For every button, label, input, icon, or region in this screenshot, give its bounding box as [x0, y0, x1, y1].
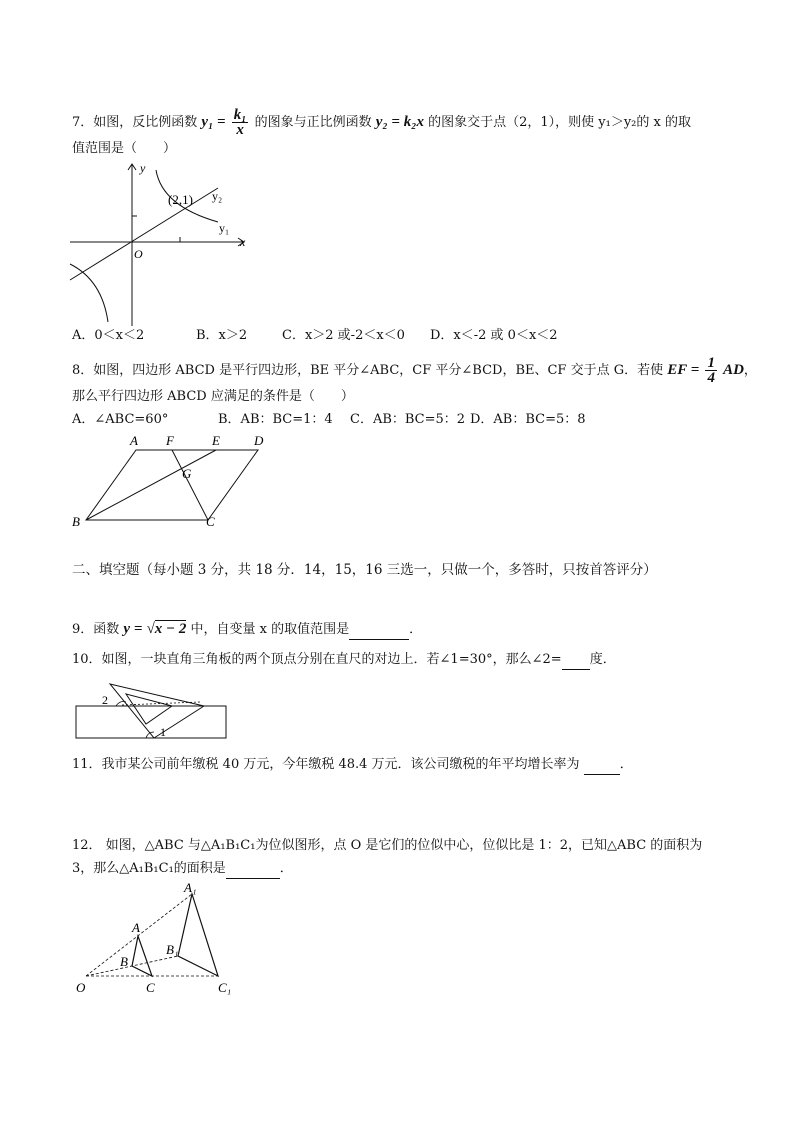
- q9-end: ．: [409, 622, 423, 637]
- q8-option-b: B．AB：BC=1：4: [218, 412, 333, 427]
- q7-option-d: D．x＜-2 或 0＜x＜2: [430, 328, 558, 343]
- q8-option-d: D．AB：BC=5：8: [470, 412, 586, 427]
- q12-ray-oa1: [86, 894, 192, 976]
- q11-end: ．: [619, 757, 633, 772]
- q8-label-e: E: [212, 433, 220, 448]
- q12-label-a1: A₁: [184, 880, 197, 895]
- q7-y1-denominator: x: [236, 122, 244, 138]
- q7-x-label: x: [240, 235, 246, 249]
- q8-option-c: C．AB：BC=5：2: [350, 412, 466, 427]
- q7-y1-numerator: k₁: [233, 107, 247, 123]
- q8-parallelogram-figure: [68, 430, 278, 532]
- q7-y1-label: y₁: [219, 221, 230, 235]
- q8-segment-cf: [172, 450, 208, 520]
- q12-text: 3，那么△A₁B₁C₁的面积是: [72, 861, 226, 876]
- q11-line: [72, 756, 633, 775]
- q8-denominator: 4: [707, 370, 715, 386]
- q7-y-label: y: [140, 161, 146, 175]
- q8-label-c: C: [206, 514, 215, 529]
- q10-triangle-inner: [126, 694, 172, 724]
- q12-line2: [72, 860, 293, 879]
- q7-option-a: A．0＜x＜2: [72, 328, 145, 343]
- q7-line1: [72, 108, 691, 137]
- q7-graph: [66, 158, 256, 328]
- q9-suffix: 中，自变量 x 的取值范围是: [190, 622, 350, 637]
- q8-numerator: 1: [707, 355, 715, 371]
- q7-option-c: C．x＞2 或-2＜x＜0: [282, 328, 405, 343]
- q10-label-2: 2: [102, 693, 108, 707]
- q10-triangle-outer: [110, 684, 204, 738]
- q8-text: 8．如图，四边形 ABCD 是平行四边形，BE 平分∠ABC，CF 平分∠BCD，BE、CF 交于点 G．若使: [72, 363, 664, 378]
- q7-suffix: 的图象交于点（2，1），则使 y₁＞y₂的 x 的取: [428, 115, 691, 130]
- q12-answer-blank[interactable]: [226, 860, 280, 879]
- q8-comma: ，: [743, 363, 757, 378]
- q10-text: 10．如图，一块直角三角板的两个顶点分别在直尺的对边上．若∠1=30°，那么∠2=: [72, 652, 562, 667]
- q7-point-label: (2,1): [168, 192, 193, 207]
- q7-option-b: B．x＞2: [196, 328, 248, 343]
- q8-label-g: G: [182, 466, 192, 481]
- q7-line2: 值范围是（ ）: [72, 141, 177, 156]
- q12-triangle-a1b1c1: [178, 894, 218, 976]
- q12-figure: [74, 880, 244, 1000]
- q12-label-c: C: [146, 980, 155, 995]
- q11-text: 11．我市某公司前年缴税 40 万元，今年缴税 48.4 万元．该公司缴税的年平均增长率为: [72, 757, 584, 772]
- q7-y1-fraction: [232, 108, 249, 137]
- q12-label-a: A: [132, 920, 140, 935]
- q7-y2-label: y₂: [212, 189, 223, 203]
- q8-line2: 那么平行四边形 ABCD 应满足的条件是（ ）: [72, 389, 354, 404]
- q12-label-b: B: [120, 954, 128, 969]
- q8-ad: AD: [723, 362, 744, 378]
- q7-prefix: 7．如图，反比例函数: [72, 115, 198, 130]
- q7-curve-y1-branch2: [70, 264, 108, 322]
- q12-label-b1: B₁: [166, 942, 179, 957]
- q9-line: [72, 620, 422, 640]
- q7-y1-lhs: y₁ =: [201, 114, 226, 130]
- q10-ruler: [76, 706, 226, 738]
- q9-prefix: 9．函数: [72, 622, 120, 637]
- q12-label-o: O: [76, 980, 86, 995]
- q10-answer-blank[interactable]: [562, 651, 590, 670]
- q12-triangle-abc: [132, 936, 152, 976]
- q12-end: ．: [279, 861, 293, 876]
- q8-segment-be: [86, 450, 216, 520]
- q12-label-c1: C₁: [218, 980, 232, 995]
- q12-line1: 12． 如图，△ABC 与△A₁B₁C₁为位似图形，点 O 是它们的位似中心，位似比是 1：2，已知△ABC 的面积为: [72, 838, 703, 853]
- q9-sqrt-sign: √: [146, 621, 155, 637]
- q10-end: 度．: [589, 652, 616, 667]
- q7-line-y2: [70, 188, 218, 280]
- q7-origin-label: O: [134, 247, 143, 261]
- q11-answer-blank[interactable]: [584, 756, 620, 775]
- q8-label-b: B: [72, 514, 80, 529]
- q9-sqrt-body: x − 2: [154, 621, 187, 637]
- q10-label-1: 1: [160, 725, 166, 739]
- q8-option-a: A．∠ABC=60°: [72, 412, 169, 427]
- section-2-heading: 二、填空题（每小题 3 分，共 18 分．14，15，16 三选一，只做一个，多答时，只按首答评分）: [72, 562, 657, 578]
- q8-fraction: [705, 356, 717, 385]
- q8-label-d: D: [254, 433, 264, 448]
- q7-y2-expr: y₂ = k₂x: [375, 114, 424, 130]
- q9-expr-y: y =: [123, 621, 143, 637]
- q9-answer-blank[interactable]: [349, 621, 409, 640]
- q8-label-a: A: [130, 433, 138, 448]
- q8-ef: EF =: [667, 362, 700, 378]
- q8-parallelogram: [86, 450, 258, 520]
- q8-label-f: F: [166, 433, 174, 448]
- q10-figure: [70, 676, 232, 744]
- q8-line1: [72, 356, 757, 385]
- q10-line: [72, 651, 616, 670]
- q7-mid: 的图象与正比例函数: [254, 115, 372, 130]
